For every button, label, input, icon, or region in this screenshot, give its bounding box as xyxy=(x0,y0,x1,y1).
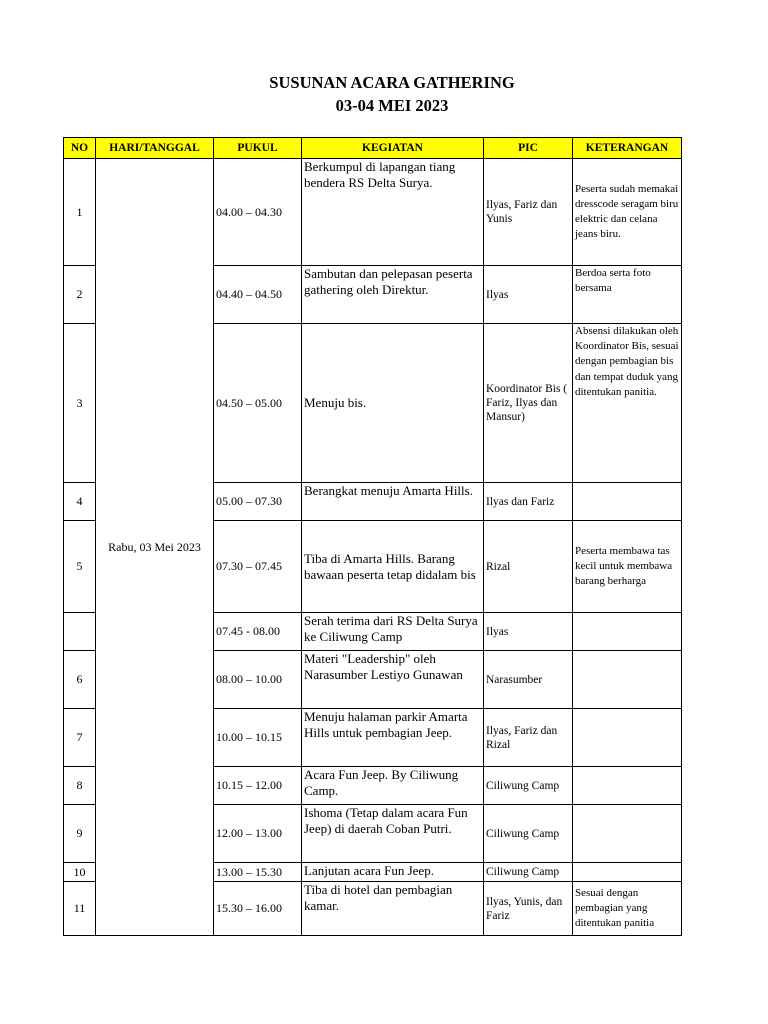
pic-cell: Ciliwung Camp xyxy=(484,767,573,805)
schedule-table xyxy=(63,137,682,936)
pic-cell: Ciliwung Camp xyxy=(484,805,573,863)
pic-cell: Ilyas, Yunis, dan Fariz xyxy=(484,882,573,936)
pic-cell: Rizal xyxy=(484,521,573,613)
pic-cell: Koordinator Bis ( Fariz, Ilyas dan Mansur) xyxy=(484,324,573,483)
col-header-note: KETERANGAN xyxy=(573,138,682,159)
time-cell: 10.15 – 12.00 xyxy=(214,767,302,805)
row-number: 1 xyxy=(64,159,96,266)
pic-cell: Ilyas xyxy=(484,266,573,324)
pic-cell: Ilyas dan Fariz xyxy=(484,483,573,521)
note-cell xyxy=(573,709,682,767)
note-cell xyxy=(573,805,682,863)
col-header-no: NO xyxy=(64,138,96,159)
time-cell: 04.50 – 05.00 xyxy=(214,324,302,483)
day-cell: Rabu, 03 Mei 2023 xyxy=(96,159,214,936)
time-cell: 04.00 – 04.30 xyxy=(214,159,302,266)
note-cell: Berdoa serta foto bersama xyxy=(573,266,682,324)
time-cell: 10.00 – 10.15 xyxy=(214,709,302,767)
time-cell: 13.00 – 15.30 xyxy=(214,863,302,882)
note-cell: Peserta sudah memakai dresscode seragam biru elektric dan celana jeans biru. xyxy=(573,159,682,266)
activity-cell: Menuju bis. xyxy=(302,324,484,483)
time-cell: 12.00 – 13.00 xyxy=(214,805,302,863)
row-number: 3 xyxy=(64,324,96,483)
activity-cell: Acara Fun Jeep. By Ciliwung Camp. xyxy=(302,767,484,805)
time-cell: 07.45 - 08.00 xyxy=(214,613,302,651)
time-cell: 05.00 – 07.30 xyxy=(214,483,302,521)
row-number: 9 xyxy=(64,805,96,863)
pic-cell: Ilyas, Fariz dan Yunis xyxy=(484,159,573,266)
note-cell xyxy=(573,613,682,651)
activity-cell: Tiba di Amarta Hills. Barang bawaan peserta tetap didalam bis xyxy=(302,521,484,613)
row-number: 10 xyxy=(64,863,96,882)
activity-cell: Sambutan dan pelepasan peserta gathering oleh Direktur. xyxy=(302,266,484,324)
pic-cell: Ilyas, Fariz dan Rizal xyxy=(484,709,573,767)
activity-cell: Berkumpul di lapangan tiang bendera RS Delta Surya. xyxy=(302,159,484,266)
time-cell: 07.30 – 07.45 xyxy=(214,521,302,613)
note-cell: Sesuai dengan pembagian yang ditentukan panitia xyxy=(573,882,682,936)
note-cell: Absensi dilakukan oleh Koordinator Bis, sesuai dengan pembagian bis dan tempat duduk yang ditentukan panitia. xyxy=(573,324,682,483)
activity-cell: Lanjutan acara Fun Jeep. xyxy=(302,863,484,882)
document-header xyxy=(0,71,768,117)
col-header-activity: KEGIATAN xyxy=(302,138,484,159)
activity-cell: Serah terima dari RS Delta Surya ke Ciliwung Camp xyxy=(302,613,484,651)
row-number: 2 xyxy=(64,266,96,324)
activity-cell: Ishoma (Tetap dalam acara Fun Jeep) di daerah Coban Putri. xyxy=(302,805,484,863)
table-row xyxy=(64,159,682,266)
note-cell xyxy=(573,767,682,805)
time-cell: 04.40 – 04.50 xyxy=(214,266,302,324)
row-number: 7 xyxy=(64,709,96,767)
row-number: 8 xyxy=(64,767,96,805)
note-cell: Peserta membawa tas kecil untuk membawa barang berharga xyxy=(573,521,682,613)
pic-cell: Ilyas xyxy=(484,613,573,651)
note-cell xyxy=(573,863,682,882)
activity-cell: Tiba di hotel dan pembagian kamar. xyxy=(302,882,484,936)
row-number: 6 xyxy=(64,651,96,709)
pic-cell: Ciliwung Camp xyxy=(484,863,573,882)
activity-cell: Materi "Leadership" oleh Narasumber Lestiyo Gunawan xyxy=(302,651,484,709)
time-cell: 08.00 – 10.00 xyxy=(214,651,302,709)
pic-cell: Narasumber xyxy=(484,651,573,709)
activity-cell: Berangkat menuju Amarta Hills. xyxy=(302,483,484,521)
row-number: 11 xyxy=(64,882,96,936)
document-title: SUSUNAN ACARA GATHERING xyxy=(269,73,515,92)
col-header-time: PUKUL xyxy=(214,138,302,159)
row-number: 5 xyxy=(64,521,96,613)
note-cell xyxy=(573,483,682,521)
table-header-row xyxy=(64,138,682,159)
note-cell xyxy=(573,651,682,709)
col-header-day: HARI/TANGGAL xyxy=(96,138,214,159)
col-header-pic: PIC xyxy=(484,138,573,159)
row-number xyxy=(64,613,96,651)
row-number: 4 xyxy=(64,483,96,521)
activity-cell: Menuju halaman parkir Amarta Hills untuk pembagian Jeep. xyxy=(302,709,484,767)
document-date: 03-04 MEI 2023 xyxy=(335,96,449,115)
time-cell: 15.30 – 16.00 xyxy=(214,882,302,936)
